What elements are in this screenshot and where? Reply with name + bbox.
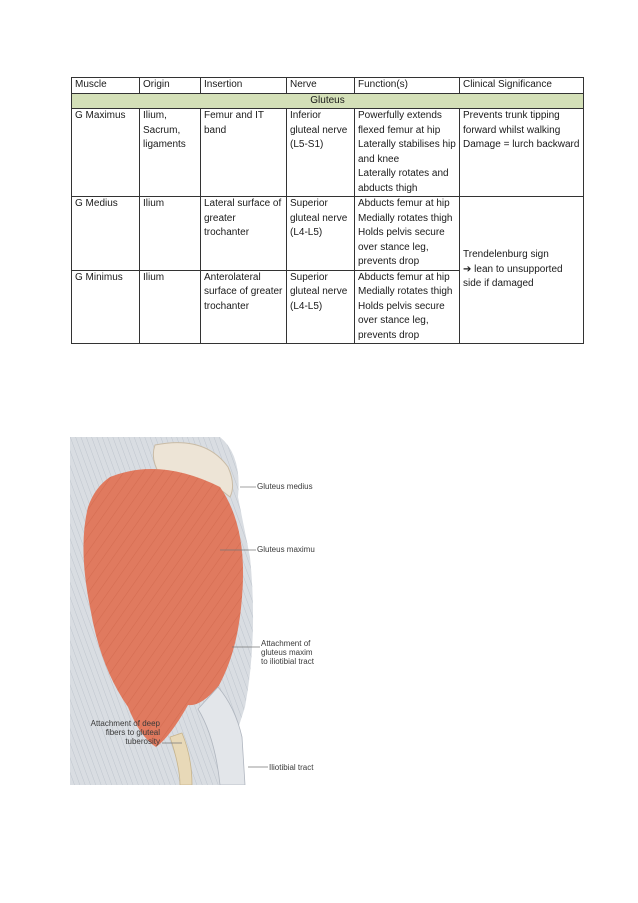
function-item: Holds pelvis secure over stance leg, prevents drop — [358, 227, 445, 267]
section-row — [72, 93, 584, 109]
header-clinical: Clinical Significance — [460, 78, 584, 94]
origin-cell: Ilium — [140, 197, 201, 271]
functions-cell — [355, 197, 460, 271]
header-functions: Function(s) — [355, 78, 460, 94]
function-item: Medially rotates thigh — [358, 212, 453, 224]
nerve-cell: Superior gluteal nerve (L4-L5) — [287, 270, 355, 344]
origin-cell: Ilium — [140, 270, 201, 344]
label-attachment-deep — [72, 719, 160, 746]
header-insertion: Insertion — [201, 78, 287, 94]
nerve-cell: Inferior gluteal nerve (L5-S1) — [287, 109, 355, 197]
label-line: to iliotibial tract — [261, 657, 314, 666]
label-line: fibers to gluteal — [105, 728, 160, 737]
functions-cell — [355, 109, 460, 197]
muscle-name: G Medius — [72, 197, 140, 271]
label-line: gluteus maxim — [261, 648, 313, 657]
label-attachment-itt — [261, 639, 314, 666]
label-gluteus-medius: Gluteus medius — [257, 482, 313, 491]
label-line: Attachment of — [261, 639, 311, 648]
muscle-name: G Minimus — [72, 270, 140, 344]
label-line: Attachment of deep — [90, 719, 160, 728]
label-gluteus-maximus: Gluteus maximu — [257, 545, 315, 554]
function-item: Abducts femur at hip — [358, 271, 450, 283]
functions-cell — [355, 270, 460, 344]
insertion-cell: Anterolateral surface of greater trochanter — [201, 270, 287, 344]
clinical-text: lean to unsupported side if damaged — [463, 263, 563, 290]
function-item: Medially rotates thigh — [358, 286, 453, 297]
function-item: Laterally rotates and abducts thigh — [358, 168, 449, 194]
nerve-cell: Superior gluteal nerve (L4-L5) — [287, 197, 355, 271]
function-item: Powerfully extends flexed femur at hip — [358, 110, 442, 136]
gluteal-muscles-table — [71, 77, 584, 344]
insertion-cell: Lateral surface of greater trochanter — [201, 197, 287, 271]
label-line: tuberosity — [125, 737, 160, 746]
table-row-g-medius — [72, 197, 584, 271]
header-origin: Origin — [140, 78, 201, 94]
clinical-cell: Prevents trunk tipping forward whilst walking Damage = lurch backward — [460, 109, 584, 197]
function-item: Laterally stabilises hip and knee — [358, 139, 456, 165]
clinical-cell-merged — [460, 197, 584, 344]
header-muscle: Muscle — [72, 78, 140, 94]
table-row-g-maximus — [72, 109, 584, 197]
trendelenburg-sign: Trendelenburg sign — [463, 249, 549, 261]
gluteus-maximus-illustration — [70, 437, 328, 785]
label-iliotibial-tract: Iliotibial tract — [269, 763, 314, 772]
origin-cell: Ilium, Sacrum, ligaments — [140, 109, 201, 197]
table-header-row — [72, 78, 584, 94]
arrow-icon: ➔ — [463, 263, 472, 275]
function-item: Abducts femur at hip — [358, 198, 450, 209]
section-title: Gluteus — [72, 93, 584, 109]
muscle-name: G Maximus — [72, 109, 140, 197]
insertion-cell: Femur and IT band — [201, 109, 287, 197]
header-nerve: Nerve — [287, 78, 355, 94]
function-item: Holds pelvis secure over stance leg, prevents drop — [358, 300, 445, 341]
